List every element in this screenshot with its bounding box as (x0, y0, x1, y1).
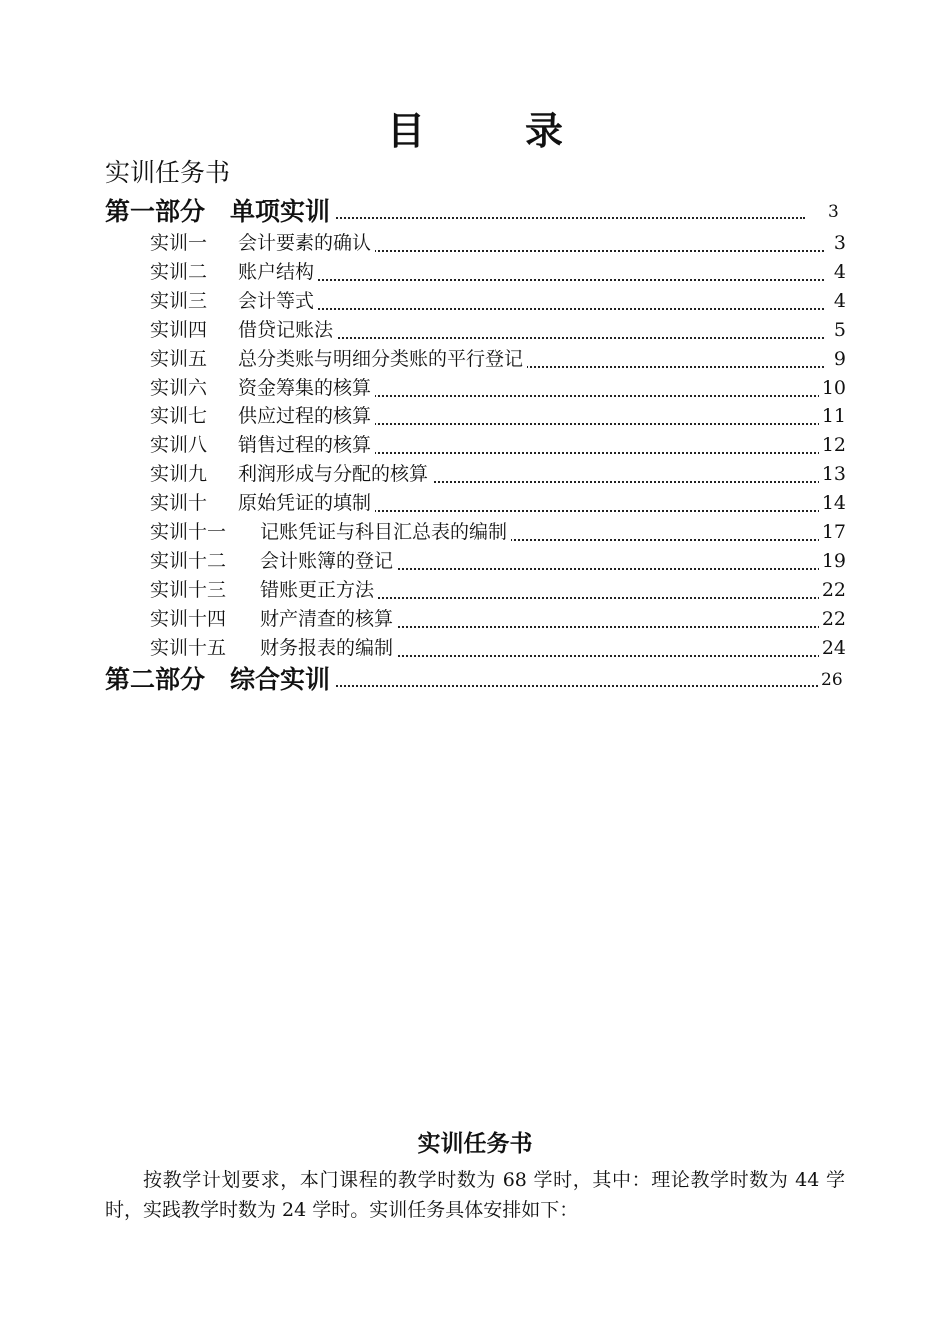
toc-item-label (150, 317, 337, 343)
toc-page-number: 22 (819, 577, 846, 603)
toc-item-label (150, 461, 432, 487)
toc-item-label (150, 635, 397, 661)
toc-item-title: 会计等式 (238, 290, 315, 312)
toc-part-1[interactable] (105, 197, 845, 225)
toc-page-number: 19 (819, 548, 846, 574)
toc-item-label (150, 375, 375, 401)
toc-item[interactable] (150, 403, 846, 431)
toc-page-number: 26 (818, 665, 843, 695)
toc-item-label (150, 259, 318, 285)
toc-page-number: 11 (819, 403, 846, 429)
toc-item[interactable] (150, 259, 846, 287)
toc-item[interactable] (150, 606, 846, 634)
toc-item-number: 实训七 (150, 405, 208, 427)
toc-part-label: 第二部分 综合实训 (105, 665, 334, 695)
toc-item-title: 利润形成与分配的核算 (238, 463, 429, 485)
toc-item-number: 实训十二 (150, 550, 227, 572)
toc-page-number: 3 (825, 197, 839, 227)
toc-page-number: 9 (831, 346, 846, 372)
toc-item-title: 错账更正方法 (260, 579, 375, 601)
toc-item-number: 实训十三 (150, 579, 227, 601)
toc-item-title: 财务报表的编制 (260, 637, 394, 659)
toc-item-label (150, 288, 318, 314)
toc-item[interactable] (150, 490, 846, 518)
toc-item-number: 实训一 (150, 232, 208, 254)
toc-item-title: 销售过程的核算 (238, 434, 372, 456)
toc-item[interactable] (150, 375, 846, 403)
toc-item-title: 账户结构 (238, 261, 315, 283)
toc-item[interactable] (150, 461, 846, 489)
toc-item-label (150, 490, 375, 516)
toc-item-number: 实训十五 (150, 637, 227, 659)
toc-item-label (150, 403, 375, 429)
toc-part-label: 第一部分 单项实训 (105, 197, 334, 227)
toc-item-number: 实训八 (150, 434, 208, 456)
toc-item[interactable] (150, 432, 846, 460)
toc-item-number: 实训二 (150, 261, 208, 283)
toc-page-number: 10 (819, 375, 846, 401)
toc-part-2[interactable] (105, 665, 845, 693)
toc-item-title: 原始凭证的填制 (238, 492, 372, 514)
toc-item-label (150, 606, 397, 632)
toc-item-label (150, 230, 375, 256)
toc-item-number: 实训十一 (150, 521, 227, 543)
toc-item-number: 实训九 (150, 463, 208, 485)
toc-item-number: 实训三 (150, 290, 208, 312)
toc-item[interactable] (150, 288, 846, 316)
toc-item-title: 借贷记账法 (238, 319, 334, 341)
toc-item-label (150, 548, 397, 574)
toc-title-char-2: 录 (525, 109, 564, 153)
toc-item-label (150, 346, 527, 372)
toc-page-number: 5 (831, 317, 846, 343)
toc-item-label (150, 577, 378, 603)
toc-item-title: 总分类账与明细分类账的平行登记 (238, 348, 524, 370)
toc-item[interactable] (150, 577, 846, 605)
toc-intro-entry[interactable]: 实训任务书 (105, 158, 231, 187)
toc-item[interactable] (150, 519, 846, 547)
toc-page-number: 24 (819, 635, 846, 661)
toc-item[interactable] (150, 230, 846, 258)
toc-item[interactable] (150, 548, 846, 576)
toc-item-label (150, 519, 511, 545)
toc-item-number: 实训十 (150, 492, 208, 514)
toc-page-number: 4 (831, 288, 846, 314)
toc-item-title: 财产清查的核算 (260, 608, 394, 630)
section-paragraph: 按教学计划要求，本门课程的教学时数为 68 学时，其中：理论教学时数为 44 学时，实践教学时数为 24 学时。实训任务具体安排如下： (105, 1169, 845, 1221)
toc-page-number: 3 (831, 230, 846, 256)
toc-item-number: 实训四 (150, 319, 208, 341)
toc-item-label (150, 432, 375, 458)
toc-page-number: 4 (831, 259, 846, 285)
toc-title-char-1: 目 (386, 109, 425, 153)
toc-page-number: 14 (819, 490, 846, 516)
toc-page-number: 22 (819, 606, 846, 632)
toc-page-number: 13 (819, 461, 846, 487)
toc-item-title: 供应过程的核算 (238, 405, 372, 427)
toc-page-number: 12 (819, 432, 846, 458)
toc-item-title: 记账凭证与科目汇总表的编制 (260, 521, 508, 543)
toc-item-number: 实训十四 (150, 608, 227, 630)
section-title: 实训任务书 (417, 1131, 533, 1157)
toc-item[interactable] (150, 317, 846, 345)
toc-item-title: 会计要素的确认 (238, 232, 372, 254)
toc-item-title: 资金筹集的核算 (238, 377, 372, 399)
toc-item[interactable] (150, 635, 846, 663)
toc-item-number: 实训五 (150, 348, 208, 370)
toc-item-title: 会计账簿的登记 (260, 550, 394, 572)
toc-item[interactable] (150, 346, 846, 374)
toc-item-number: 实训六 (150, 377, 208, 399)
toc-page-number: 17 (819, 519, 846, 545)
toc-title (0, 108, 950, 154)
